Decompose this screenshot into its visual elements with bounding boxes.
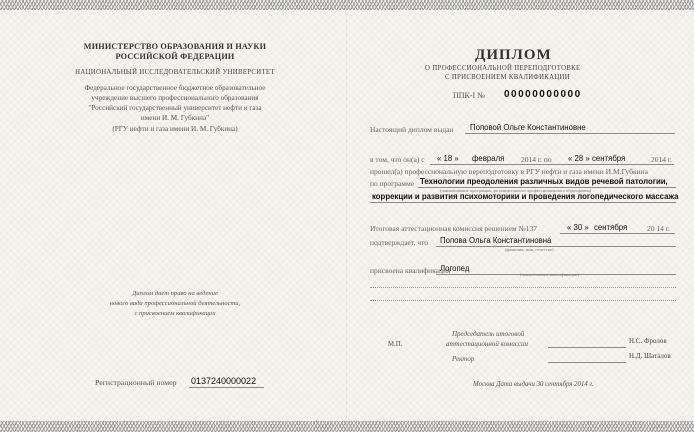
qualification-label: присвоена квалификация — [370, 266, 451, 275]
rights-line-3: с присвоением квалификации — [134, 310, 216, 317]
rights-line-2: нового вида профессиональной деятельности, — [109, 300, 241, 307]
chair-name: Н.С. Фролов — [629, 337, 667, 345]
org-line-4: имени И. М. Губкина" — [140, 114, 210, 122]
org-line-2: учреждение высшего профессионального образования — [91, 94, 259, 102]
confirm-label: подтверждает, что — [370, 238, 429, 247]
ministry-title: МИНИСТЕРСТВО ОБРАЗОВАНИЯ И НАУКИ — [83, 42, 267, 51]
footer-issue-date: Москва Дата выдачи 30 сентября 2014 г. — [473, 381, 594, 388]
commission-year: 20 14 г. — [647, 224, 670, 233]
program-hint: (наименование программы дополнительного профессионального образования) — [440, 188, 592, 193]
period-label: в том, что он(а) с — [370, 155, 425, 164]
chair-line-2: аттестационной комиссии — [446, 340, 528, 348]
rights-line-1: Диплом дает право на ведение — [132, 290, 218, 297]
org-short-name: (РГУ нефти и газа имени И. М. Губкина) — [112, 125, 238, 133]
issued-name: Поповой Ольге Константиновне — [470, 123, 586, 132]
from-month: февраля — [472, 154, 505, 163]
stamp-mp: М.П. — [388, 341, 403, 348]
qualification-value: Логопед — [440, 264, 470, 273]
rector-name: Н.Д. Шаталов — [629, 352, 671, 360]
series-label: ППК-I № — [453, 91, 485, 100]
university-type: НАЦИОНАЛЬНЫЙ ИССЛЕДОВАТЕЛЬСКИЙ УНИВЕРСИТЕТ — [75, 69, 275, 76]
org-line-1: Федеральное государственное бюджетное образовательное — [84, 84, 266, 92]
org-line-3: "Российский государственный университет нефти и газа — [88, 104, 262, 112]
subtitle-line-2: С ПРИСВОЕНИЕМ КВАЛИФИКАЦИИ — [445, 74, 570, 81]
confirm-name: Попова Ольга Константиновна — [440, 236, 552, 245]
federation-title: РОССИЙСКОЙ ФЕДЕРАЦИИ — [115, 52, 235, 61]
series-number: 00000000000 — [504, 89, 582, 100]
chair-line-1: Председатель итоговой — [452, 330, 525, 338]
to-day: « 28 » — [568, 154, 590, 163]
commission-label: Итоговая аттестационная комиссия решением №137 — [370, 224, 537, 233]
rector-label: Ректор — [452, 355, 475, 363]
commission-day: « 30 » — [567, 223, 589, 232]
commission-month: сентября — [594, 223, 628, 232]
from-day: « 18 » — [437, 154, 459, 163]
decorative-border-top — [0, 0, 694, 10]
page-fold — [346, 10, 347, 422]
retraining-text: прошел(а) профессиональную переподготовку в РГУ нефти и газа имени И.М.Губкина — [370, 167, 649, 176]
subtitle-line-1: О ПРОФЕССИОНАЛЬНОЙ ПЕРЕПОДГОТОВКЕ — [425, 65, 581, 72]
qualification-hint: (наименование квалификации) — [520, 272, 579, 277]
to-month: сентября — [592, 154, 626, 163]
decorative-border-bottom — [0, 421, 694, 432]
registration-label: Регистрационный номер — [95, 378, 177, 387]
program-label: по программе — [370, 179, 415, 188]
issued-label: Настоящий диплом выдан — [370, 125, 454, 134]
to-year: 2014 г. — [651, 155, 672, 164]
diploma-title: ДИПЛОМ — [475, 47, 552, 63]
registration-number: 0137240000022 — [191, 376, 257, 386]
confirm-hint: (фамилия, имя, отчество) — [505, 247, 554, 252]
program-line-1: Технологии преодоления различных видов речевой патологии, — [420, 177, 668, 186]
from-year-prefix: 2014 г. по — [521, 155, 552, 164]
program-line-2: коррекции и развития психомоторики и проведения логопедического массажа — [372, 192, 679, 201]
